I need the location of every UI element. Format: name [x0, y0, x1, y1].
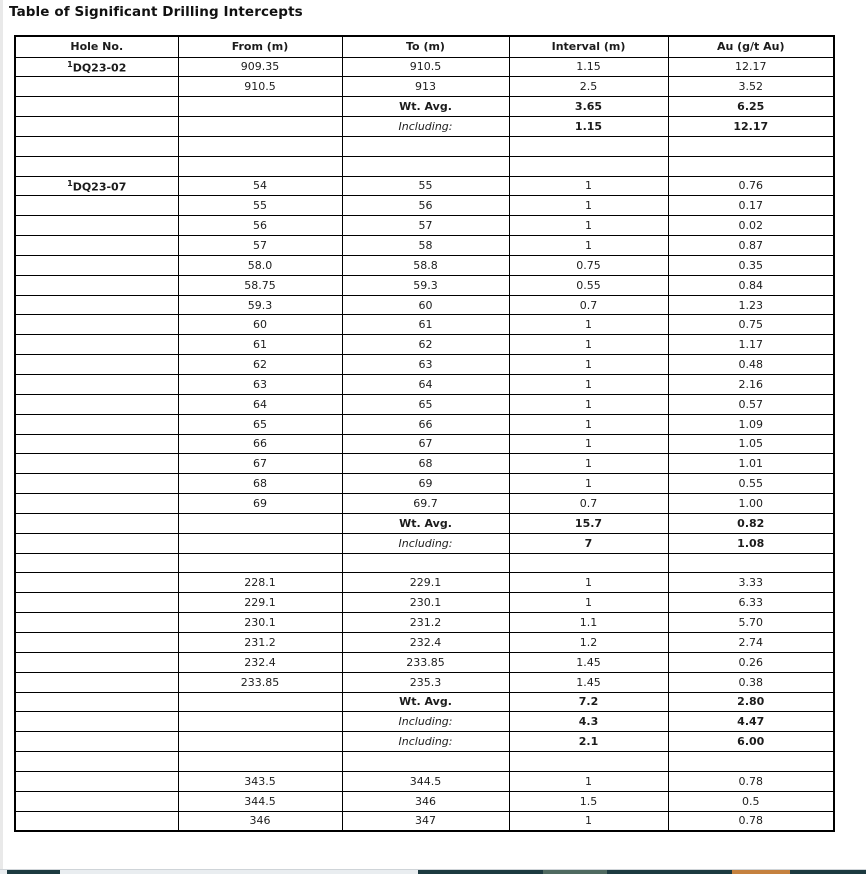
column-header-to: To (m) [342, 36, 509, 57]
cell-au: 2.74 [668, 632, 834, 652]
cell-from: 59.3 [178, 295, 342, 315]
cell-au: 0.48 [668, 355, 834, 375]
cell-hole-no [15, 136, 178, 156]
cell-hole-no [15, 533, 178, 553]
cell-from: 343.5 [178, 771, 342, 791]
cell-from [178, 692, 342, 712]
cell-to: 913 [342, 77, 509, 97]
cell-au: 0.17 [668, 196, 834, 216]
cell-interval [509, 136, 668, 156]
cell-au [668, 136, 834, 156]
column-header-hole: Hole No. [15, 36, 178, 57]
table-row [15, 454, 834, 474]
cell-au: 3.33 [668, 573, 834, 593]
cell-from [178, 97, 342, 117]
cell-to: 910.5 [342, 57, 509, 77]
table-row [15, 275, 834, 295]
table-row [15, 632, 834, 652]
cell-to: 66 [342, 414, 509, 434]
cell-from: 67 [178, 454, 342, 474]
cell-hole-no [15, 434, 178, 454]
cell-au: 5.70 [668, 613, 834, 633]
cell-from [178, 553, 342, 573]
cell-au: 0.78 [668, 811, 834, 831]
cell-au: 1.05 [668, 434, 834, 454]
cell-au: 0.84 [668, 275, 834, 295]
table-row [15, 77, 834, 97]
cell-from: 66 [178, 434, 342, 454]
cell-hole-no [15, 394, 178, 414]
cell-au [668, 156, 834, 176]
cell-interval [509, 553, 668, 573]
cell-from: 58.75 [178, 275, 342, 295]
cell-interval [509, 752, 668, 772]
cell-interval: 1 [509, 375, 668, 395]
cell-au: 3.52 [668, 77, 834, 97]
cell-au: 0.78 [668, 771, 834, 791]
cell-interval: 1 [509, 434, 668, 454]
cell-from: 229.1 [178, 593, 342, 613]
cell-to: 67 [342, 434, 509, 454]
cell-au: 0.75 [668, 315, 834, 335]
cell-to: 346 [342, 791, 509, 811]
cell-hole-no [15, 672, 178, 692]
cell-from: 231.2 [178, 632, 342, 652]
cell-from: 54 [178, 176, 342, 196]
cell-to: 69.7 [342, 494, 509, 514]
taskbar-segment[interactable] [7, 870, 60, 874]
cell-from: 57 [178, 236, 342, 256]
cell-interval: 1 [509, 414, 668, 434]
table-row [15, 533, 834, 553]
cell-to: 57 [342, 216, 509, 236]
table-row [15, 811, 834, 831]
cell-hole-no [15, 117, 178, 137]
taskbar-segment[interactable] [543, 870, 607, 874]
cell-to: 60 [342, 295, 509, 315]
cell-interval: 1 [509, 454, 668, 474]
table-row [15, 593, 834, 613]
cell-au: 6.00 [668, 732, 834, 752]
table-row [15, 573, 834, 593]
footnote-marker: 1 [67, 178, 73, 188]
cell-interval: 3.65 [509, 97, 668, 117]
column-header-au: Au (g/t Au) [668, 36, 834, 57]
column-header-interval: Interval (m) [509, 36, 668, 57]
cell-from: 60 [178, 315, 342, 335]
cell-from: 346 [178, 811, 342, 831]
cell-au: 1.01 [668, 454, 834, 474]
cell-interval: 0.55 [509, 275, 668, 295]
table-row [15, 752, 834, 772]
table-row [15, 771, 834, 791]
cell-au: 0.57 [668, 394, 834, 414]
cell-interval: 1 [509, 811, 668, 831]
table-row [15, 236, 834, 256]
cell-to: 233.85 [342, 652, 509, 672]
cell-to: Including: [342, 732, 509, 752]
cell-hole-no: $^1$DQ23-02 [15, 57, 178, 77]
cell-interval: 2.1 [509, 732, 668, 752]
cell-interval: 1.2 [509, 632, 668, 652]
cell-interval: 1.15 [509, 117, 668, 137]
cell-hole-no [15, 732, 178, 752]
cell-interval: 2.5 [509, 77, 668, 97]
taskbar-segment[interactable] [790, 870, 866, 874]
table-row [15, 355, 834, 375]
cell-au: 4.47 [668, 712, 834, 732]
cell-au: 0.87 [668, 236, 834, 256]
cell-from: 910.5 [178, 77, 342, 97]
table-row [15, 434, 834, 454]
table-row [15, 791, 834, 811]
cell-from [178, 513, 342, 533]
drilling-intercepts-table [14, 35, 835, 832]
table-row [15, 613, 834, 633]
cell-interval: 7 [509, 533, 668, 553]
cell-au [668, 752, 834, 772]
cell-au: 0.02 [668, 216, 834, 236]
cell-interval: 1 [509, 394, 668, 414]
cell-to: 56 [342, 196, 509, 216]
cell-hole-no: $^1$DQ23-07 [15, 176, 178, 196]
cell-hole-no [15, 652, 178, 672]
cell-interval: 1 [509, 771, 668, 791]
cell-hole-no [15, 632, 178, 652]
cell-interval: 1.1 [509, 613, 668, 633]
cell-au: 0.38 [668, 672, 834, 692]
table-row [15, 315, 834, 335]
cell-au: 0.55 [668, 474, 834, 494]
cell-from: 62 [178, 355, 342, 375]
cell-hole-no [15, 593, 178, 613]
cell-from: 65 [178, 414, 342, 434]
table-row [15, 156, 834, 176]
cell-au: 1.23 [668, 295, 834, 315]
page-title: Table of Significant Drilling Intercepts [9, 4, 303, 20]
cell-to: 68 [342, 454, 509, 474]
table-row [15, 255, 834, 275]
table-body [15, 57, 834, 831]
cell-to: 63 [342, 355, 509, 375]
cell-to [342, 136, 509, 156]
table-row [15, 513, 834, 533]
table-row [15, 335, 834, 355]
cell-to: 62 [342, 335, 509, 355]
cell-to: 231.2 [342, 613, 509, 633]
cell-from [178, 712, 342, 732]
cell-from: 61 [178, 335, 342, 355]
cell-hole-no [15, 315, 178, 335]
cell-to: 235.3 [342, 672, 509, 692]
cell-interval: 1.5 [509, 791, 668, 811]
table-row [15, 494, 834, 514]
cell-interval: 1 [509, 335, 668, 355]
cell-hole-no [15, 255, 178, 275]
cell-from [178, 136, 342, 156]
cell-interval: 1 [509, 176, 668, 196]
cell-hole-no [15, 454, 178, 474]
cell-au: 2.16 [668, 375, 834, 395]
cell-hole-no [15, 513, 178, 533]
cell-to [342, 553, 509, 573]
cell-to: 65 [342, 394, 509, 414]
cell-interval: 1 [509, 573, 668, 593]
cell-hole-no [15, 494, 178, 514]
cell-to: Including: [342, 533, 509, 553]
cell-au: 2.80 [668, 692, 834, 712]
cell-au: 12.17 [668, 57, 834, 77]
cell-interval: 0.7 [509, 494, 668, 514]
table-row [15, 196, 834, 216]
cell-from: 58.0 [178, 255, 342, 275]
cell-to: 347 [342, 811, 509, 831]
cell-to: Wt. Avg. [342, 513, 509, 533]
cell-from [178, 117, 342, 137]
taskbar-segment[interactable] [607, 870, 732, 874]
cell-hole-no [15, 77, 178, 97]
cell-hole-no [15, 375, 178, 395]
left-edge-divider [0, 0, 3, 874]
cell-to: Wt. Avg. [342, 97, 509, 117]
cell-hole-no [15, 275, 178, 295]
table-row [15, 414, 834, 434]
cell-interval: 1 [509, 593, 668, 613]
cell-hole-no [15, 236, 178, 256]
cell-to: Including: [342, 712, 509, 732]
cell-au: 1.09 [668, 414, 834, 434]
footnote-marker: 1 [67, 59, 73, 69]
table-row [15, 692, 834, 712]
cell-interval: 7.2 [509, 692, 668, 712]
cell-interval: 15.7 [509, 513, 668, 533]
table-row [15, 732, 834, 752]
cell-hole-no [15, 335, 178, 355]
cell-interval: 1 [509, 474, 668, 494]
cell-hole-no [15, 553, 178, 573]
cell-hole-no [15, 97, 178, 117]
table-row [15, 176, 834, 196]
cell-to: 59.3 [342, 275, 509, 295]
table-row [15, 652, 834, 672]
cell-hole-no [15, 752, 178, 772]
cell-interval: 4.3 [509, 712, 668, 732]
cell-au: 6.25 [668, 97, 834, 117]
cell-interval: 1 [509, 355, 668, 375]
cell-to: 69 [342, 474, 509, 494]
cell-from: 228.1 [178, 573, 342, 593]
cell-from [178, 752, 342, 772]
cell-au: 0.5 [668, 791, 834, 811]
table-header-row [15, 36, 834, 57]
cell-from [178, 732, 342, 752]
cell-hole-no [15, 771, 178, 791]
table-row [15, 394, 834, 414]
cell-to: 55 [342, 176, 509, 196]
cell-interval [509, 156, 668, 176]
cell-from: 232.4 [178, 652, 342, 672]
cell-hole-no [15, 573, 178, 593]
cell-interval: 1 [509, 315, 668, 335]
cell-from: 56 [178, 216, 342, 236]
cell-interval: 1 [509, 196, 668, 216]
cell-to: 232.4 [342, 632, 509, 652]
cell-from: 230.1 [178, 613, 342, 633]
table-row [15, 216, 834, 236]
cell-au [668, 553, 834, 573]
cell-from [178, 156, 342, 176]
cell-from [178, 533, 342, 553]
cell-hole-no [15, 791, 178, 811]
table-row [15, 375, 834, 395]
taskbar-segment[interactable] [732, 870, 790, 874]
cell-interval: 0.75 [509, 255, 668, 275]
cell-to: Wt. Avg. [342, 692, 509, 712]
cell-to: 344.5 [342, 771, 509, 791]
cell-from: 55 [178, 196, 342, 216]
cell-hole-no [15, 692, 178, 712]
cell-hole-no [15, 613, 178, 633]
cell-to: 58 [342, 236, 509, 256]
cell-hole-no [15, 712, 178, 732]
cell-au: 1.17 [668, 335, 834, 355]
cell-au: 6.33 [668, 593, 834, 613]
cell-to [342, 156, 509, 176]
cell-hole-no [15, 216, 178, 236]
cell-au: 1.00 [668, 494, 834, 514]
cell-from: 909.35 [178, 57, 342, 77]
cell-hole-no [15, 474, 178, 494]
cell-from: 63 [178, 375, 342, 395]
cell-interval: 0.7 [509, 295, 668, 315]
table-row [15, 474, 834, 494]
cell-from: 344.5 [178, 791, 342, 811]
cell-interval: 1 [509, 236, 668, 256]
cell-to: 230.1 [342, 593, 509, 613]
cell-from: 69 [178, 494, 342, 514]
taskbar-strip[interactable] [0, 869, 866, 874]
table-row [15, 57, 834, 77]
cell-to: 229.1 [342, 573, 509, 593]
column-header-from: From (m) [178, 36, 342, 57]
cell-to: 58.8 [342, 255, 509, 275]
cell-au: 1.08 [668, 533, 834, 553]
cell-to: 64 [342, 375, 509, 395]
cell-to [342, 752, 509, 772]
table-row [15, 97, 834, 117]
cell-au: 0.82 [668, 513, 834, 533]
cell-interval: 1.45 [509, 652, 668, 672]
taskbar-segment[interactable] [418, 870, 543, 874]
cell-from: 68 [178, 474, 342, 494]
cell-to: Including: [342, 117, 509, 137]
table-row [15, 672, 834, 692]
cell-au: 12.17 [668, 117, 834, 137]
cell-hole-no [15, 355, 178, 375]
table-row [15, 553, 834, 573]
cell-to: 61 [342, 315, 509, 335]
table-row [15, 295, 834, 315]
table-row [15, 117, 834, 137]
cell-from: 233.85 [178, 672, 342, 692]
cell-interval: 1.45 [509, 672, 668, 692]
table-row [15, 136, 834, 156]
cell-au: 0.35 [668, 255, 834, 275]
cell-interval: 1 [509, 216, 668, 236]
cell-au: 0.76 [668, 176, 834, 196]
cell-hole-no [15, 156, 178, 176]
cell-hole-no [15, 196, 178, 216]
cell-from: 64 [178, 394, 342, 414]
cell-hole-no [15, 811, 178, 831]
cell-au: 0.26 [668, 652, 834, 672]
cell-interval: 1.15 [509, 57, 668, 77]
cell-hole-no [15, 295, 178, 315]
table-row [15, 712, 834, 732]
cell-hole-no [15, 414, 178, 434]
